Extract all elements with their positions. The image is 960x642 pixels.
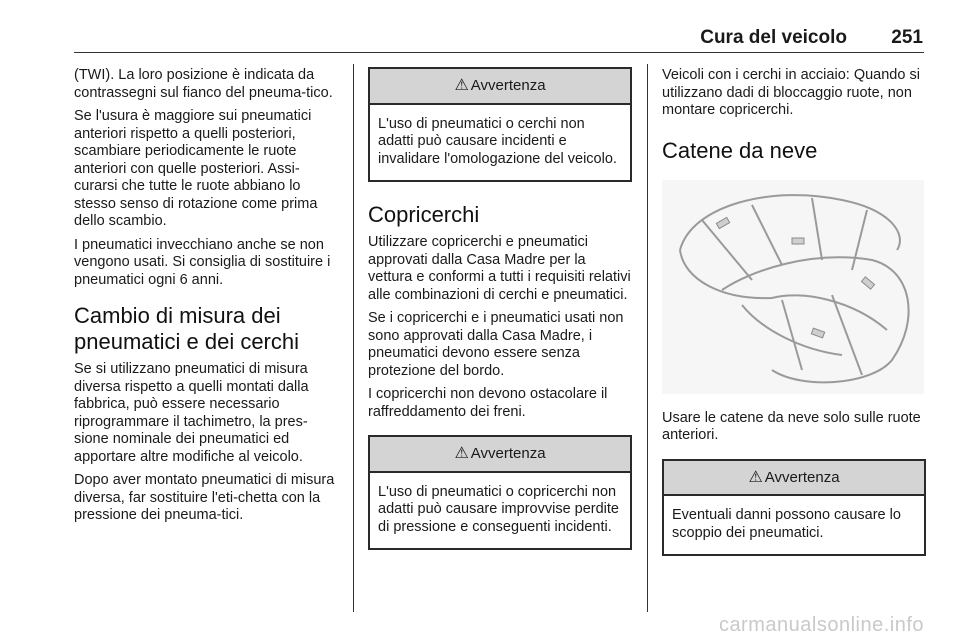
warning-header xyxy=(664,461,924,497)
warning-text: Eventuali danni possono causare lo scoppio dei pneumatici. xyxy=(672,507,901,541)
warning-text: L'uso di pneumatici o copricerchi non adatti può causare improvvise perdite di pressione e conseguenti incidenti. xyxy=(378,483,619,535)
paragraph-not-approved: Se i copricerchi e i pneumatici usati non sono approvati dalla Casa Madre, i pneumatici devono essere senza protezione del bordo. xyxy=(368,310,624,379)
column-2 xyxy=(368,67,632,550)
page-header-title: Cura del veicolo xyxy=(700,27,847,48)
warning-box-2 xyxy=(368,435,632,550)
snow-chain-drawing xyxy=(662,180,924,394)
page-number: 251 xyxy=(891,27,923,48)
heading-copricerchi: Copricerchi xyxy=(368,202,480,227)
paragraph-aging: I pneumatici invecchiano anche se non vengono usati. Si consiglia di sostituire i pneumatici ogni 6 anni. xyxy=(74,236,331,288)
paragraph-steel-rims: Veicoli con i cerchi in acciaio: Quando si utilizzano dadi di bloccaggio ruote, non montare copricerchi. xyxy=(662,67,920,118)
paragraph-front-wheels: Usare le catene da neve solo sulle ruote anteriori. xyxy=(662,409,921,443)
warning-icon: ⚠ xyxy=(454,445,469,462)
paragraph-cooling: I copricerchi non devono ostacolare il raffreddamento dei freni. xyxy=(368,386,608,420)
column-1 xyxy=(74,67,342,531)
watermark: carmanualsonline.info xyxy=(718,614,924,636)
paragraph-approved: Utilizzare copricerchi e pneumatici approvati dalla Casa Madre per la vettura e conformi a tutti i requisiti relativi alle combinazioni di cerchi e pneumatici. xyxy=(368,234,631,303)
heading-catene-neve: Catene da neve xyxy=(662,137,818,163)
heading-cambio-misura: Cambio di misura dei pneumatici e dei cerchi xyxy=(74,303,300,354)
warning-icon: ⚠ xyxy=(748,468,763,486)
column-3 xyxy=(662,67,926,556)
warning-text: L'uso di pneumatici o cerchi non adatti può causare incidenti e invalidare l'omologazione del veicolo. xyxy=(378,115,617,167)
snow-chain-illustration xyxy=(662,180,924,394)
warning-header xyxy=(370,437,630,473)
paragraph-label-replace: Dopo aver montato pneumatici di misura diversa, far sostituire l'eti-chetta con la pressione dei pneuma-tici. xyxy=(74,472,335,523)
header-rule xyxy=(74,52,924,53)
warning-icon: ⚠ xyxy=(454,77,469,94)
column-divider-left xyxy=(353,64,354,612)
warning-title: Avvertenza xyxy=(470,77,546,94)
warning-header xyxy=(370,69,630,105)
column-divider-right xyxy=(647,64,648,612)
warning-box-1 xyxy=(368,67,632,182)
warning-title: Avvertenza xyxy=(764,468,840,486)
paragraph-twi: (TWI). La loro posizione è indicata da contrassegni sul fianco del pneuma-tico. xyxy=(74,67,333,101)
paragraph-rotation: Se l'usura è maggiore sui pneumatici anteriori rispetto a quelli posteriori, scambiare periodicamente le ruote anteriori con quelle posteriori. Assi-curarsi che tutte le ruote abbiano lo stesso senso di rotazione come prima dello scambio. xyxy=(74,108,318,229)
warning-box-3 xyxy=(662,459,926,557)
paragraph-size-change: Se si utilizzano pneumatici di misura diversa rispetto a quelli montati dalla fabbrica, può essere necessario riprogrammare il tachimetro, la pres-sione nominale dei pneumatici ed apportare altre modifiche al veicolo. xyxy=(74,361,309,465)
warning-title: Avvertenza xyxy=(470,445,546,462)
